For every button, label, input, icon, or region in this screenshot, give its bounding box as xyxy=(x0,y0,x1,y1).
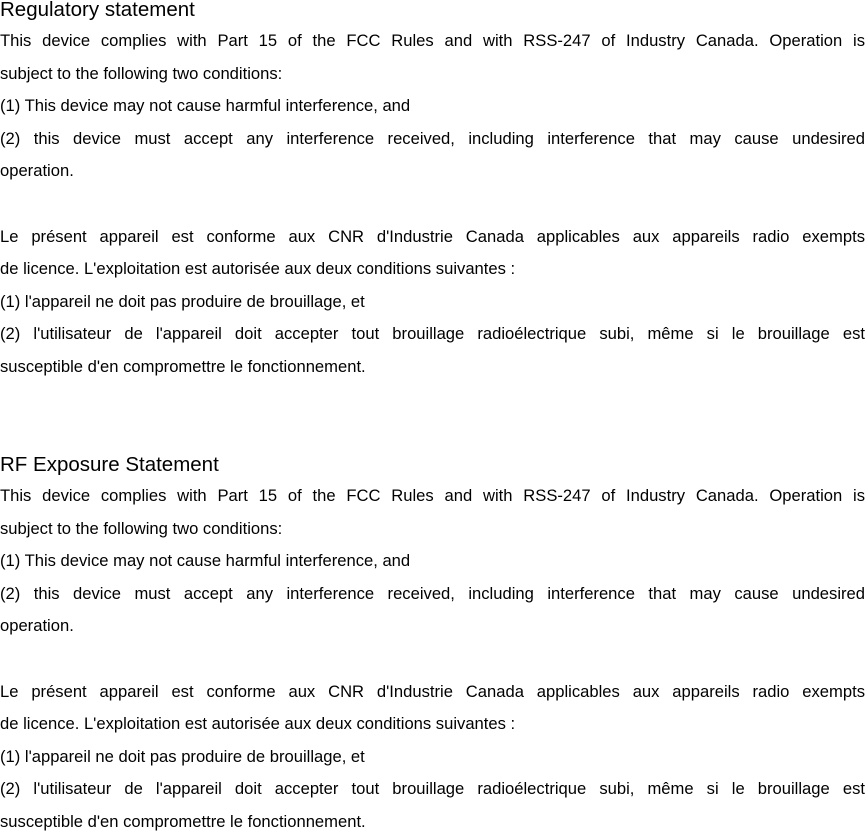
paragraph-line: This device complies with Part 15 of the FCC Rules and with RSS-247 of Industry Canada. Operation is xyxy=(0,31,865,50)
paragraph-line: subject to the following two conditions: xyxy=(0,63,283,83)
english-paragraph xyxy=(0,480,865,643)
paragraph-line: (1) This device may not cause harmful interference, and xyxy=(0,96,411,116)
paragraph-line: Le présent appareil est conforme aux CNR d'Industrie Canada applicables aux appareils radio exempts xyxy=(0,226,865,246)
paragraph-line: susceptible d'en compromettre le fonctionnement. xyxy=(0,811,366,831)
paragraph-line: operation. xyxy=(0,616,74,636)
paragraph-line: de licence. L'exploitation est autorisée aux deux conditions suivantes : xyxy=(0,714,516,734)
paragraph-line: (2) l'utilisateur de l'appareil doit accepter tout brouillage radioélectrique subi, même si le brouillage est xyxy=(0,779,865,799)
paragraph-line: (1) l'appareil ne doit pas produire de brouillage, et xyxy=(0,291,365,311)
paragraph-line: This device complies with Part 15 of the FCC Rules and with RSS-247 of Industry Canada. Operation is xyxy=(0,486,865,505)
french-paragraph xyxy=(0,221,865,384)
regulatory-statement-section xyxy=(0,0,865,384)
paragraph-line: de licence. L'exploitation est autorisée aux deux conditions suivantes : xyxy=(0,259,516,279)
paragraph-line: susceptible d'en compromettre le fonctionnement. xyxy=(0,356,366,376)
french-paragraph xyxy=(0,676,865,839)
paragraph-line: (1) This device may not cause harmful interference, and xyxy=(0,551,411,571)
paragraph-line: (1) l'appareil ne doit pas produire de brouillage, et xyxy=(0,746,365,766)
paragraph-line: Le présent appareil est conforme aux CNR d'Industrie Canada applicables aux appareils radio exempts xyxy=(0,681,865,701)
section-heading: Regulatory statement xyxy=(0,0,195,21)
paragraph-line: operation. xyxy=(0,161,74,181)
paragraph-line: subject to the following two conditions: xyxy=(0,518,283,538)
paragraph-line: (2) this device must accept any interference received, including interference that may cause undesired xyxy=(0,583,865,603)
paragraph-spacer xyxy=(0,188,865,221)
paragraph-line: (2) this device must accept any interference received, including interference that may cause undesired xyxy=(0,128,865,148)
paragraph-line: (2) l'utilisateur de l'appareil doit accepter tout brouillage radioélectrique subi, même si le brouillage est xyxy=(0,324,865,344)
english-paragraph xyxy=(0,25,865,188)
section-heading: RF Exposure Statement xyxy=(0,453,219,476)
rf-exposure-statement-section xyxy=(0,454,865,839)
paragraph-spacer xyxy=(0,643,865,676)
